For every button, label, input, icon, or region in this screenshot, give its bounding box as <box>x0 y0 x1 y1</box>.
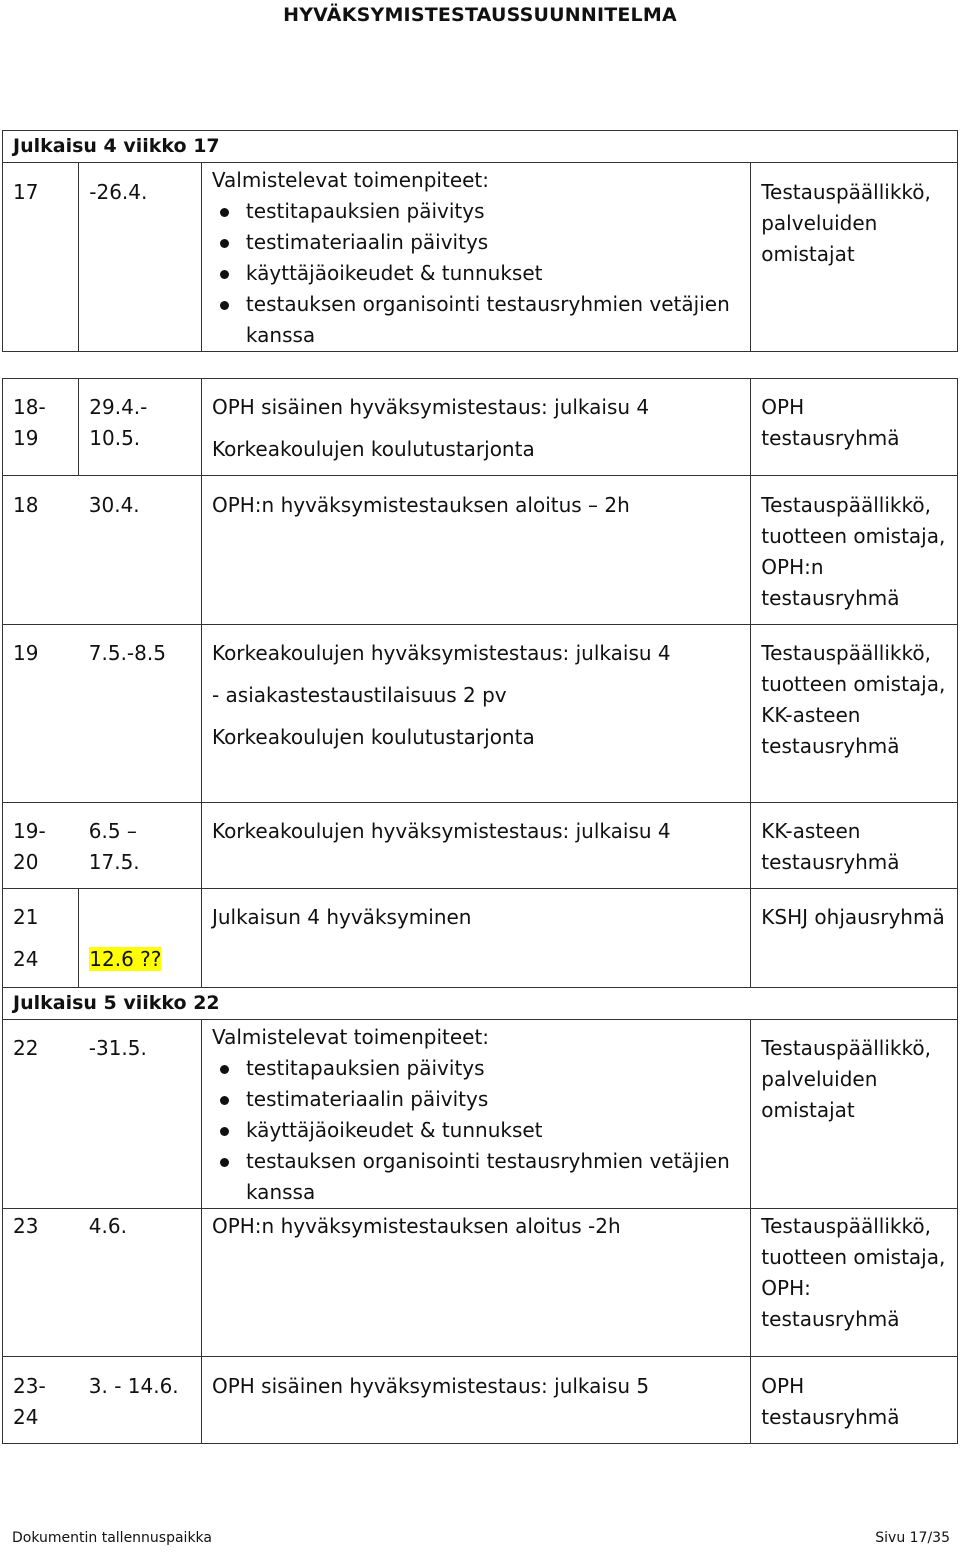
week-cell: 23-24 <box>13 1374 46 1429</box>
task-list <box>212 196 740 351</box>
schedule-table <box>2 130 958 352</box>
task-line: Korkeakoulujen koulutustarjonta <box>211 437 535 461</box>
list-item: testimateriaalin päivitys <box>246 1084 740 1115</box>
date-cell: 3. - 14.6. <box>88 1374 179 1398</box>
date-cell: -31.5. <box>88 1036 147 1060</box>
week-cell: 19-20 <box>13 819 46 874</box>
table-row <box>3 163 958 352</box>
task-line: OPH:n hyväksymistestauksen aloitus – 2h <box>211 493 630 517</box>
responsible-cell: KSHJ ohjausryhmä <box>761 905 945 929</box>
date-cell: 30.4. <box>88 493 140 517</box>
list-item: käyttäjäoikeudet & tunnukset <box>246 258 740 289</box>
responsible-cell: Testauspäällikkö, tuotteen omistaja, OPH: testausryhmä <box>761 1214 946 1331</box>
task-title: Valmistelevat toimenpiteet: <box>211 168 490 192</box>
date-cell-highlighted: 12.6 ?? <box>89 947 162 971</box>
date-cell: -26.4. <box>89 180 148 204</box>
week-cell: 24 <box>13 947 39 971</box>
week-cell: 23 <box>13 1214 39 1238</box>
list-item: testauksen organisointi testausryhmien vetäjien kanssa <box>246 289 740 351</box>
task-line: OPH:n hyväksymistestauksen aloitus -2h <box>211 1214 621 1238</box>
task-list <box>212 1053 740 1208</box>
table-row <box>3 476 958 625</box>
responsible-cell: OPH testausryhmä <box>761 395 900 450</box>
list-item: testitapauksien päivitys <box>246 196 740 227</box>
task-line: Korkeakoulujen koulutustarjonta <box>211 725 535 749</box>
week-cell: 18-19 <box>13 395 46 450</box>
date-cell: 29.4.- 10.5. <box>89 395 148 450</box>
responsible-cell: Testauspäällikkö, tuotteen omistaja, OPH:n testausryhmä <box>761 493 946 610</box>
table-row <box>3 1209 958 1357</box>
footer-document-location: Dokumentin tallennuspaikka <box>12 1530 212 1546</box>
section-header-release-5 <box>3 988 958 1020</box>
section-title: Julkaisu 4 viikko 17 <box>13 135 220 157</box>
footer-page-number: Sivu 17/35 <box>875 1530 950 1546</box>
date-cell: 6.5 – 17.5. <box>88 819 140 874</box>
task-line: Korkeakoulujen hyväksymistestaus: julkaisu 4 <box>211 819 671 843</box>
responsible-cell: KK-asteen testausryhmä <box>761 819 900 874</box>
week-cell: 17 <box>13 180 39 204</box>
task-line: Korkeakoulujen hyväksymistestaus: julkaisu 4 <box>211 641 671 665</box>
responsible-cell: Testauspäällikkö, palveluiden omistajat <box>761 1036 931 1122</box>
table-row <box>3 1020 958 1209</box>
task-line: OPH sisäinen hyväksymistestaus: julkaisu 5 <box>211 1374 650 1398</box>
page-header-title: HYVÄKSYMISTESTAUSSUUNNITELMA <box>283 4 677 26</box>
section-header-release-4 <box>3 131 958 163</box>
responsible-cell: Testauspäällikkö, palveluiden omistajat <box>761 180 931 266</box>
week-cell: 18 <box>13 493 39 517</box>
table-row <box>3 625 958 803</box>
task-line: OPH sisäinen hyväksymistestaus: julkaisu 4 <box>211 395 650 419</box>
task-line: Julkaisun 4 hyväksyminen <box>211 905 472 929</box>
list-item: testimateriaalin päivitys <box>246 227 740 258</box>
table-row <box>3 889 958 988</box>
task-line: - asiakastestaustilaisuus 2 pv <box>211 683 507 707</box>
schedule-table-cont <box>2 378 958 1444</box>
date-cell: 7.5.-8.5 <box>88 641 166 665</box>
responsible-cell: Testauspäällikkö, tuotteen omistaja, KK-asteen testausryhmä <box>761 641 946 758</box>
week-cell: 19 <box>13 641 39 665</box>
list-item: testauksen organisointi testausryhmien vetäjien kanssa <box>246 1146 740 1208</box>
list-item: käyttäjäoikeudet & tunnukset <box>246 1115 740 1146</box>
section-title: Julkaisu 5 viikko 22 <box>13 992 220 1014</box>
week-cell: 21 <box>13 905 39 929</box>
responsible-cell: OPH testausryhmä <box>761 1374 900 1429</box>
date-cell: 4.6. <box>88 1214 127 1238</box>
table-row <box>3 379 958 476</box>
task-title: Valmistelevat toimenpiteet: <box>211 1025 490 1049</box>
list-item: testitapauksien päivitys <box>246 1053 740 1084</box>
table-row <box>3 1357 958 1444</box>
table-row <box>3 803 958 889</box>
week-cell: 22 <box>13 1036 39 1060</box>
